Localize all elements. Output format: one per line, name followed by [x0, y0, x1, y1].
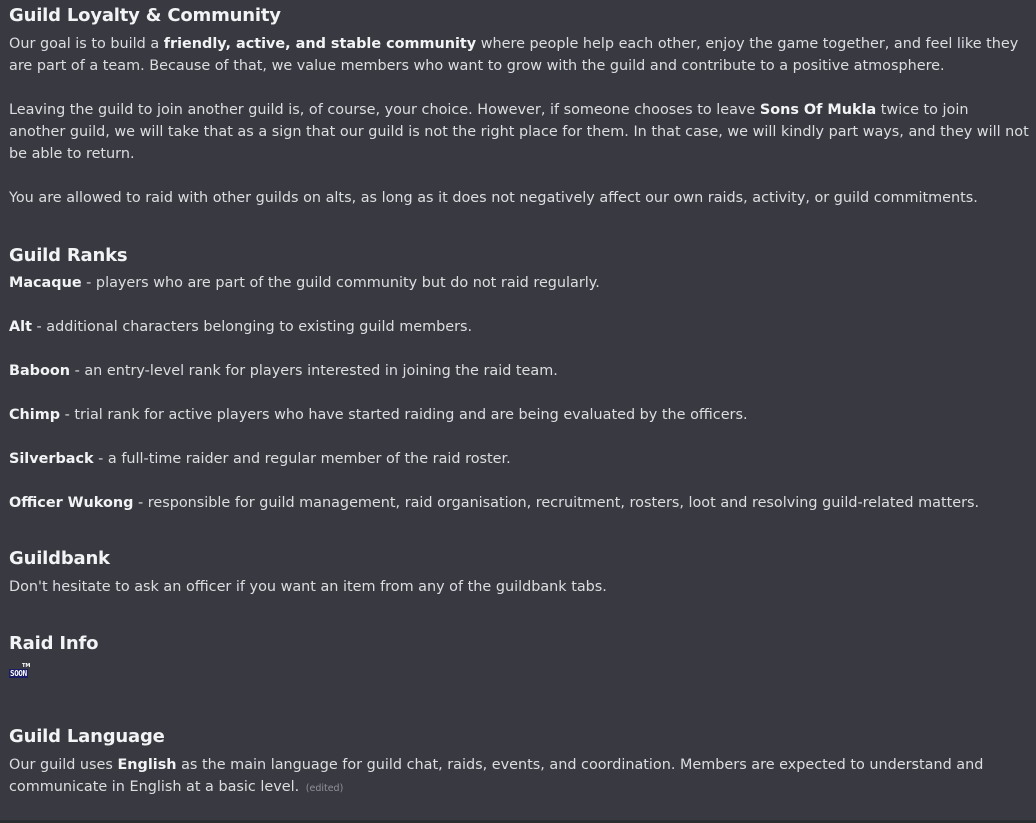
heading-guildbank: Guildbank: [9, 548, 110, 569]
loyalty-paragraph-alts: You are allowed to raid with other guilds on alts, as long as it does not negatively affect our own raids, activity, or guild commitments.: [9, 190, 978, 206]
loyalty-paragraph-goal: [9, 33, 1029, 77]
soon-emoji-tm: TM: [22, 662, 31, 669]
rank-name: Officer Wukong: [9, 495, 134, 511]
rank-name: Macaque: [9, 275, 82, 291]
heading-guild-loyalty: Guild Loyalty & Community: [9, 5, 281, 26]
guildbank-text: Don't hesitate to ask an officer if you want an item from any of the guildbank tabs.: [9, 579, 607, 595]
rank-item: [9, 492, 1029, 514]
rank-item: [9, 448, 1029, 470]
raid-info-line: [9, 660, 1029, 682]
loyalty-leaving-text-end: twice to join another guild, we will take that as a sign that our guild is not the right place for them. In that case, we will kindly part ways, and they will not be able to return.: [9, 102, 1029, 162]
rank-item: [9, 316, 1029, 338]
rank-description: - trial rank for active players who have started raiding and are being evaluated by the officers.: [60, 407, 748, 423]
rank-description: - an entry-level rank for players interested in joining the raid team.: [70, 363, 558, 379]
heading-guild-ranks: Guild Ranks: [9, 245, 128, 266]
rank-name: Baboon: [9, 363, 70, 379]
heading-raid-info: Raid Info: [9, 633, 99, 654]
rank-list: [9, 272, 1029, 514]
message-content: [9, 0, 1029, 800]
rank-item: [9, 272, 1029, 294]
loyalty-goal-bold: friendly, active, and stable community: [163, 36, 477, 52]
rank-name: Alt: [9, 319, 32, 335]
language-text: Our guild uses: [9, 757, 118, 773]
rank-description: - additional characters belonging to existing guild members.: [31, 319, 473, 335]
language-bold: English: [117, 757, 177, 773]
rank-name: Silverback: [9, 451, 94, 467]
rank-description: - a full-time raider and regular member of the raid roster.: [93, 451, 511, 467]
language-paragraph: [9, 754, 1029, 800]
rank-description: - players who are part of the guild community but do not raid regularly.: [81, 275, 600, 291]
guild-name-bold: Sons Of Mukla: [759, 102, 877, 118]
language-text-end: as the main language for guild chat, raids, events, and coordination. Members are expected to understand and communicate in English at a basic level.: [9, 757, 984, 795]
rank-item: [9, 404, 1029, 426]
rank-description: - responsible for guild management, raid organisation, recruitment, rosters, loot and resolving guild-related matters.: [133, 495, 980, 511]
soon-emoji-text: SOON: [10, 668, 27, 678]
rank-name: Chimp: [9, 407, 61, 423]
loyalty-paragraph-leaving: [9, 99, 1029, 165]
heading-guild-language: Guild Language: [9, 726, 165, 747]
loyalty-goal-text-end: where people help each other, enjoy the game together, and feel like they are part of a team. Because of that, we value members who want to grow with the guild and contribute to a positive atmosphere.: [9, 36, 1019, 74]
edited-marker: (edited): [305, 783, 344, 794]
loyalty-leaving-text: Leaving the guild to join another guild is, of course, your choice. However, if someone chooses to leave: [9, 102, 760, 118]
soon-emoji-icon[interactable]: [9, 663, 31, 681]
rank-item: [9, 360, 1029, 382]
loyalty-goal-text: Our goal is to build a: [9, 36, 164, 52]
